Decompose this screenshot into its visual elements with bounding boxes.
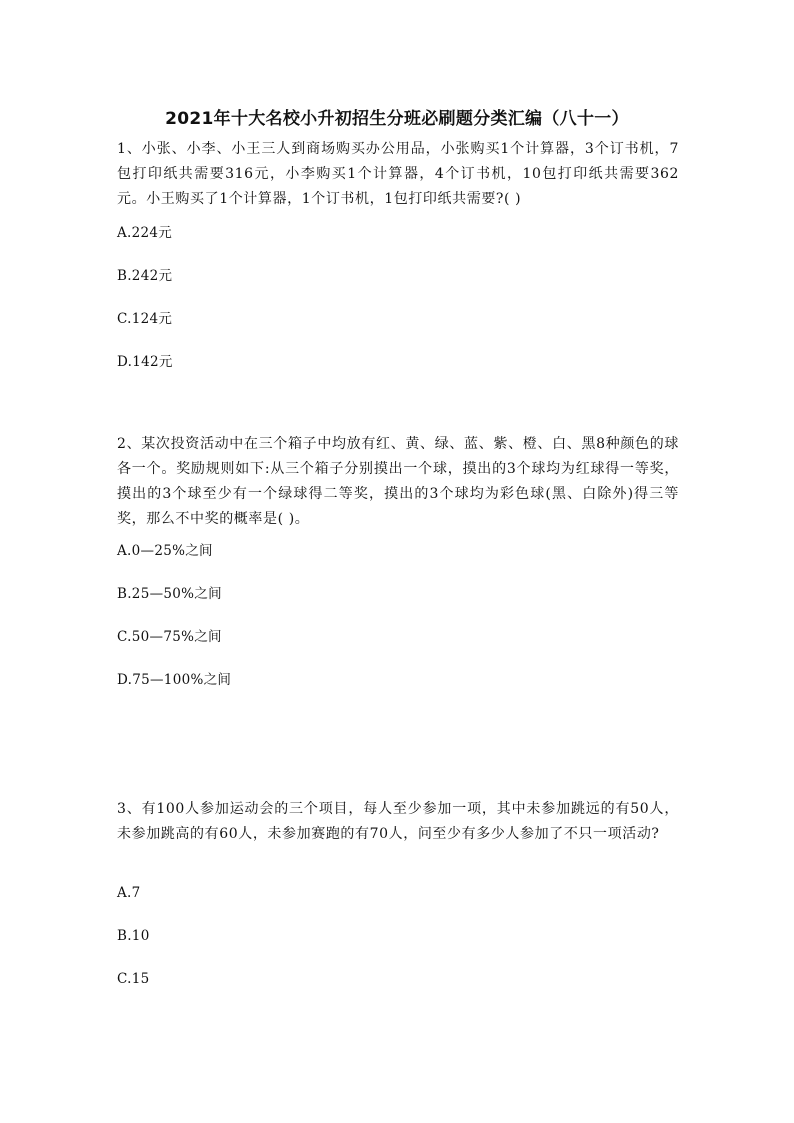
- question-3-option-b: B.10: [117, 928, 150, 944]
- question-2-option-b: B.25—50%之间: [117, 586, 222, 602]
- question-1-option-a: A.224元: [117, 225, 173, 241]
- question-3-option-c: C.15: [117, 971, 150, 987]
- question-2-option-a: A.0—25%之间: [117, 543, 213, 559]
- question-1-stem: 1、小张、小李、小王三人到商场购买办公用品，小张购买1个计算器，3个订书机，7包打印纸共需要316元，小李购买1个计算器，4个订书机，10包打印纸共需要362元。小王购买了1个计算器，1个订书机，1包打印纸共需要?( ): [117, 141, 679, 207]
- question-1-option-b: B.242元: [117, 268, 173, 284]
- question-1-option-c: C.124元: [117, 311, 173, 327]
- question-2-option-c: C.50—75%之间: [117, 629, 222, 645]
- question-3-option-a: A.7: [117, 885, 141, 901]
- document-title: 2021年十大名校小升初招生分班必刷题分类汇编（八十一）: [165, 109, 629, 129]
- question-2-stem: 2、某次投资活动中在三个箱子中均放有红、黄、绿、蓝、紫、橙、白、黑8种颜色的球各一个。奖励规则如下:从三个箱子分别摸出一个球，摸出的3个球均为红球得一等奖，摸出的3个球至少有一个绿球得二等奖，摸出的3个球均为彩色球(黑、白除外)得三等奖，那么不中奖的概率是( )。: [117, 436, 679, 527]
- question-2-option-d: D.75—100%之间: [117, 672, 232, 688]
- question-3-stem: 3、有100人参加运动会的三个项目，每人至少参加一项，其中未参加跳远的有50人，未参加跳高的有60人，未参加赛跑的有70人，问至少有多少人参加了不只一项活动?: [117, 801, 679, 842]
- question-1-option-d: D.142元: [117, 354, 173, 370]
